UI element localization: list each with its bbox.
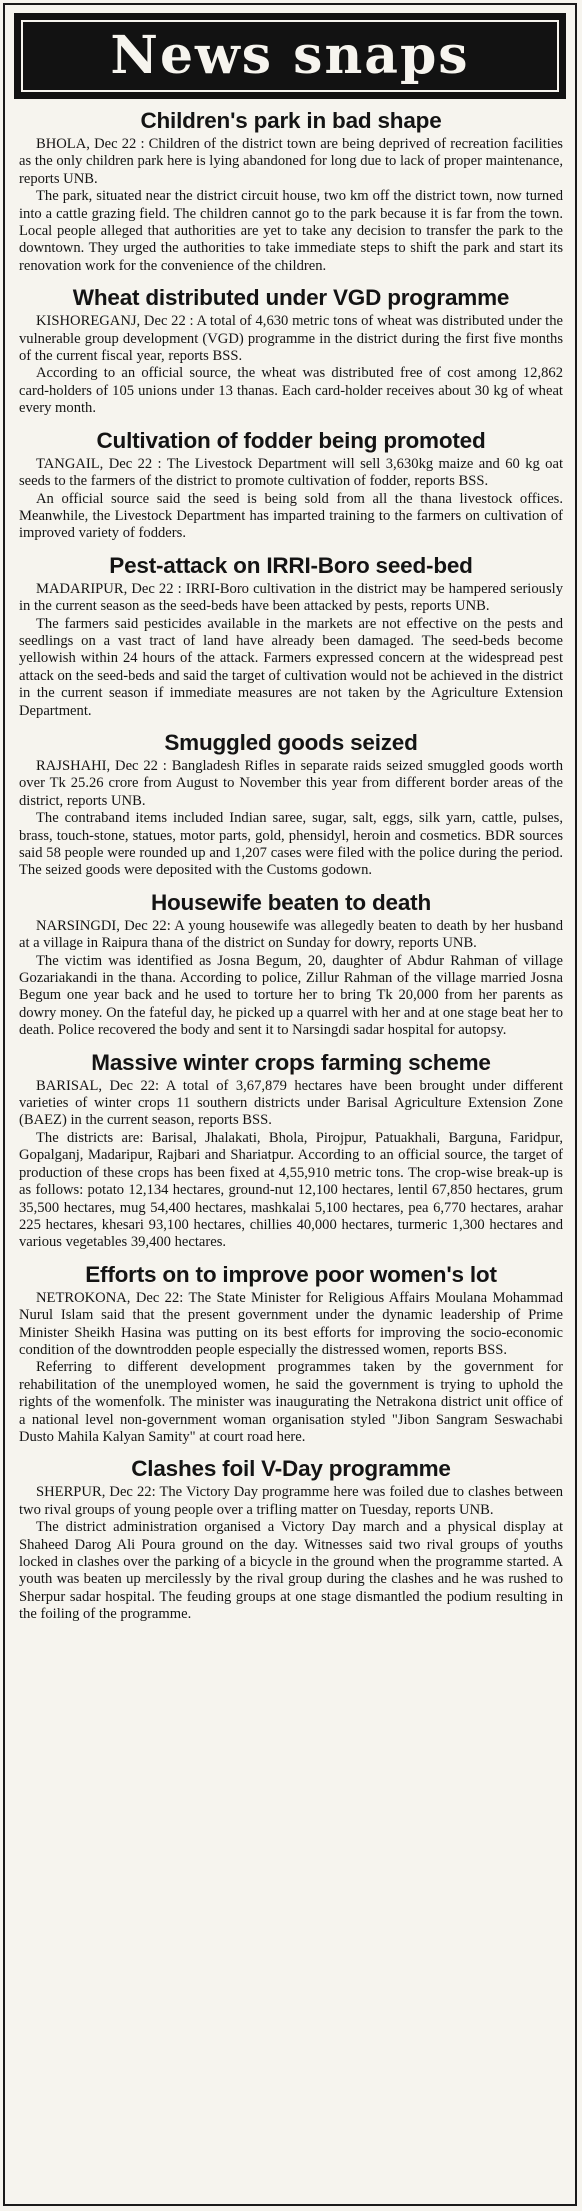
story-vday-clashes <box>19 1455 563 1623</box>
story-fodder-cultivation <box>19 427 563 543</box>
story-paragraph: BHOLA, Dec 22 : Children of the district town are being deprived of recreation facilities as the only children park here is lying abandoned for long due to lack of proper maintenance, reports UNB. <box>19 136 563 187</box>
story-paragraph: The contraband items included Indian saree, sugar, salt, eggs, silk yarn, cattle, pulses, brass, touch-stone, statues, motor parts, gold, phensidyl, heroin and cosmetics. BDR sources said 58 people were rounded up and 1,207 cases were filed with the police during the period. The seized goods were deposited with the Customs godown. <box>19 810 563 879</box>
story-headline: Massive winter crops farming scheme <box>91 1049 491 1075</box>
story-headline: Housewife beaten to death <box>150 889 432 915</box>
story-paragraph: The park, situated near the district circuit house, two km off the district town, now turned into a cattle grazing field. The children cannot go to the park because it is far from the town. Local people alleged that authorities are yet to take any decision to transfer the park to the downtown. They urged the authorities to take immediate steps to shift the park and start its renovation work for the convenience of the children. <box>19 188 563 274</box>
story-paragraph: The district administration organised a Victory Day march and a physical display at Shaheed Darog Ali Poura ground on the day. Witnesses said two rival groups of youths locked in clashes over the parking of a bicycle in the ground when the programme started. A youth was beaten up mercilessly by the rival group during the clashes and he was rushed to Sherpur sadar hospital. The feuding groups at one stage dismantled the podium resulting in the foiling of the programme. <box>19 1519 563 1623</box>
story-smuggled-goods <box>19 729 563 880</box>
story-paragraph: NARSINGDI, Dec 22: A young housewife was allegedly beaten to death by her husband at a village in Raipura thana of the district on Sunday for dowry, reports UNB. <box>19 917 563 952</box>
story-paragraph: Referring to different development programmes taken by the government for rehabilitation of the unemployed women, he said the government is trying to uphold the rights of the womenfolk. The minister was inaugurating the Netrakona district unit office of a national level non-government woman organisation styled "Jibon Sangram Seswachabi Dusto Mahila Kalyan Samity" at court road here. <box>19 1359 563 1445</box>
story-paragraph: An official source said the seed is being sold from all the thana livestock offices. Meanwhile, the Livestock Department has imparted training to the farmers on cultivation of improved variety of fodders. <box>19 490 563 542</box>
story-paragraph: SHERPUR, Dec 22: The Victory Day programme here was foiled due to clashes between two rival groups of young people over a trifling matter on Tuesday, reports UNB. <box>19 1484 563 1518</box>
story-wheat-vgd <box>19 284 563 417</box>
masthead-banner <box>14 13 566 99</box>
news-column <box>3 3 577 2206</box>
story-headline: Children's park in bad shape <box>140 108 442 133</box>
story-headline: Efforts on to improve poor women's lot <box>85 1261 497 1287</box>
story-paragraph: NETROKONA, Dec 22: The State Minister for Religious Affairs Moulana Mohammad Nurul Islam said that the present government under the dynamic leadership of Prime Minister Sheikh Hasina was putting on its best efforts for improving the socio-economic condition of the downtrodden people especially the distressed women, reports BSS. <box>19 1289 563 1358</box>
story-headline: Pest-attack on IRRI-Boro seed-bed <box>109 552 473 578</box>
story-list <box>5 99 575 1624</box>
story-childrens-park <box>19 107 563 275</box>
story-headline: Cultivation of fodder being promoted <box>96 427 486 453</box>
masthead-inner-border <box>21 20 559 92</box>
story-paragraph: RAJSHAHI, Dec 22 : Bangladesh Rifles in separate raids seized smuggled goods worth over Tk 25.26 crore from August to November this year from different border areas of the district, reports UNB. <box>19 757 563 809</box>
story-housewife-beaten <box>19 889 563 1040</box>
story-headline: Smuggled goods seized <box>164 729 418 755</box>
story-paragraph: KISHOREGANJ, Dec 22 : A total of 4,630 metric tons of wheat was distributed under the vulnerable group development (VGD) programme in the district during the first five months of the current fiscal year, reports BSS. <box>19 313 563 365</box>
story-headline: Wheat distributed under VGD programme <box>72 285 510 311</box>
story-paragraph: The districts are: Barisal, Jhalakati, Bhola, Pirojpur, Patuakhali, Barguna, Faridpur, Gopalganj, Madaripur, Rajbari and Shariatpur. According to an official source, the target of production of these crops has been fixed at 4,55,910 metric tons. The crop-wise break-up is as follows: potato 12,134 hectares, ground-nut 12,100 hectares, lentil 67,850 hectares, grum 35,500 hectares, mug 54,400 hectares, mashkalai 5,100 hectares, pea 6,770 hectares, arahar 225 hectares, khesari 93,100 hectares, chillies 40,000 hectares, turmeric 1,300 hectares and various vegetables 39,400 hectares. <box>19 1129 563 1251</box>
story-paragraph: The farmers said pesticides available in the markets are not effective on the pests and seedlings on a vast tract of land have already been damaged. The seed-beds become yellowish within 24 hours of the attack. Farmers expressed concern at the widespread pest attack on the seed-beds and said the target of cultivation would not be achieved in the district in the current season if immediate measures are not taken by the Agriculture Extension Department. <box>19 615 563 719</box>
story-paragraph: The victim was identified as Josna Begum, 20, daughter of Abdur Rahman of village Gozariakandi in the thana. According to police, Zillur Rahman of the village married Josna Begum one year back and he used to torture her to bring Tk 20,000 from her parents as dowry money. On the fateful day, he picked up a quarrel with her and at one stage beat her to death. Police recovered the body and sent it to Narsingdi sadar hospital for autopsy. <box>19 952 563 1039</box>
story-headline: Clashes foil V-Day programme <box>131 1456 451 1482</box>
story-pest-attack <box>19 552 563 720</box>
masthead-title: News snaps <box>110 25 470 86</box>
story-paragraph: TANGAIL, Dec 22 : The Livestock Department will sell 3,630kg maize and 60 kg oat seeds to the farmers of the district to promote cultivation of fodder, reports BSS. <box>19 455 563 490</box>
story-winter-crops <box>19 1049 563 1252</box>
story-paragraph: According to an official source, the wheat was distributed free of cost among 12,862 card-holders of 105 unions under 13 thanas. Each card-holder receives about 30 kg of wheat every month. <box>19 365 563 417</box>
story-poor-womens-lot <box>19 1261 563 1447</box>
story-paragraph: MADARIPUR, Dec 22 : IRRI-Boro cultivation in the district may be hampered seriously in the current season as the seed-beds have been attacked by pests, reports UNB. <box>19 580 563 615</box>
story-paragraph: BARISAL, Dec 22: A total of 3,67,879 hectares have been brought under different varieties of winter crops 11 southern districts under Barisal Agriculture Extension Zone (BAEZ) in the current season, reports BSS. <box>19 1077 563 1129</box>
